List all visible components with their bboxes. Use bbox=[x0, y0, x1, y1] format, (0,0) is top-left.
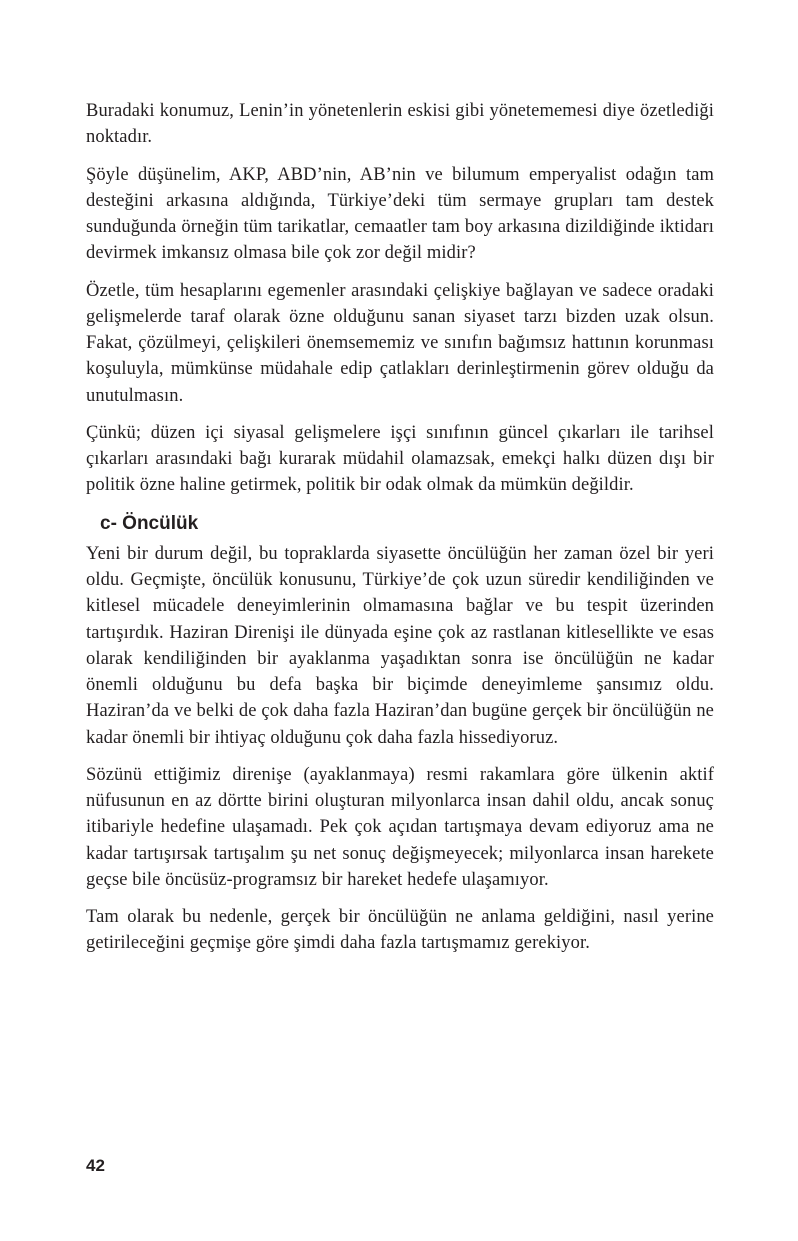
paragraph: Tam olarak bu nedenle, gerçek bir öncülüğün ne anlama geldiğini, nasıl yerine getirileceğini geçmişe göre şimdi daha fazla tartışmamız gerekiyor. bbox=[86, 907, 714, 954]
paragraph: Sözünü ettiğimiz direnişe (ayaklanmaya) resmi rakamlara göre ülkenin aktif nüfusunun en az dörtte birini oluşturan milyonlarca insan dahil oldu, ancak sonuç itibariyle hedefine ulaşamadı. Pek çok açıdan tartışmaya devam ediyoruz ama ne kadar tartışırsak tartışalım şu net sonuç değişmeyecek; milyonlarca insan harekete geçse bile öncüsüz-programsız bir hareket hedefe ulaşamıyor. bbox=[86, 764, 714, 890]
body-text bbox=[86, 98, 714, 968]
paragraph: Şöyle düşünelim, AKP, ABD’nin, AB’nin ve bilumum emperyalist odağın tam desteğini arkasına aldığında, Türkiye’deki tüm sermaye grupları tam destek sunduğunda örneğin tüm tarikatlar, cemaatler tam boy arkasına dizildiğinde iktidarı devirmek imkansız olmasa bile çok zor değil midir? bbox=[86, 164, 714, 264]
paragraph: Yeni bir durum değil, bu topraklarda siyasette öncülüğün her zaman özel bir yeri oldu. Geçmişte, öncülük konusunu, Türkiye’de çok uzun süredir kendiliğinden ve kitlesel mücadele deneyimlerinin olmamasına bağlar ve bu tespit üzerinden tartışırdık. Haziran Direnişi ile dünyada eşine çok az rastlanan kitlesellikte ve esas olarak kendiliğinden bir ayaklanma yaşadıktan sonra ise öncülüğün ne kadar önemli olduğunu bu defa başka bir biçimde deneyimleme şansımız oldu. Haziran’da ve belki de çok daha fazla Haziran’dan bugüne gerçek bir öncülüğün ne kadar önemli bir ihtiyaç olduğunu çok daha fazla hissediyoruz. bbox=[86, 543, 714, 748]
page-number: 42 bbox=[86, 1156, 105, 1175]
section-heading: c- Öncülük bbox=[100, 512, 199, 534]
paragraph: Buradaki konumuz, Lenin’in yönetenlerin eskisi gibi yönetememesi diye özetlediği noktadır. bbox=[86, 101, 714, 148]
paragraph: Çünkü; düzen içi siyasal gelişmelere işçi sınıfının güncel çıkarları ile tarihsel çıkarları arasındaki bağı kurarak müdahil olamazsak, emekçi halkı düzen dışı bir politik özne haline getirmek, politik bir odak olmak da mümkün değildir. bbox=[86, 422, 714, 496]
paragraph: Özetle, tüm hesaplarını egemenler arasındaki çelişkiye bağlayan ve sadece oradaki gelişmelerde taraf olarak özne olduğunu sanan siyaset tarzı bizden uzak olsun. Fakat, çözülmeyi, çelişkileri önemsememiz ve sınıfın bağımsız hattının korunması koşuluyla, mümkünse müdahale edip çatlakları derinleştirmenin görev olduğu da unutulmasın. bbox=[86, 280, 714, 406]
